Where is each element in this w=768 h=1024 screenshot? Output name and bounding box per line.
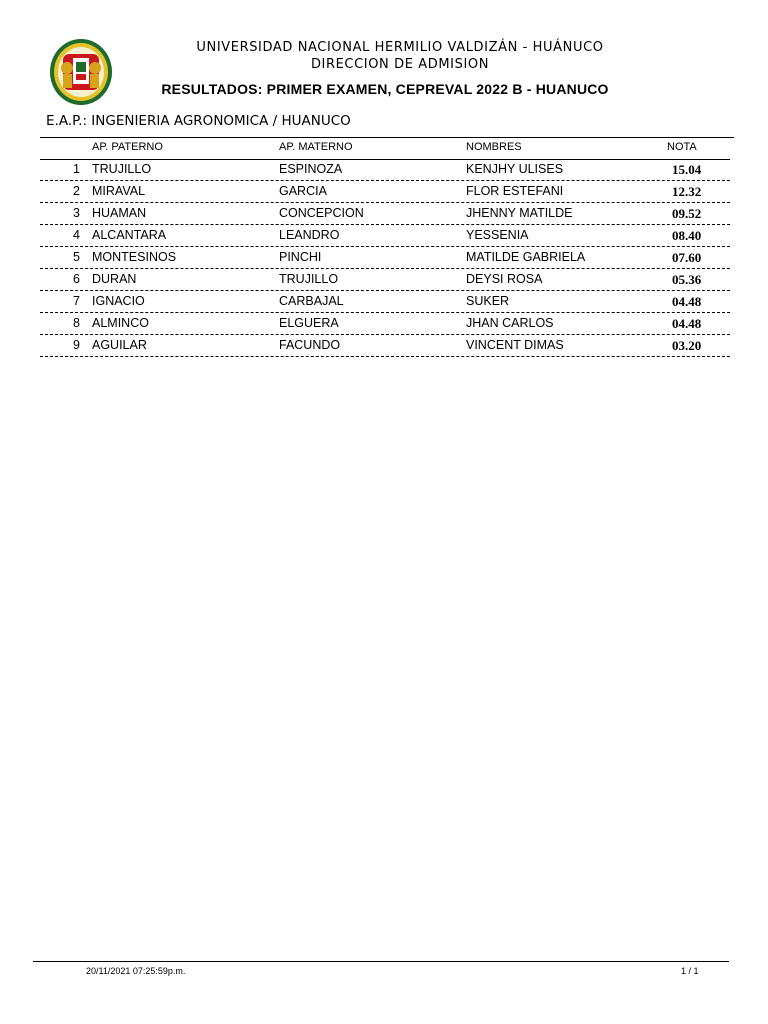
table-top-rule — [40, 137, 734, 138]
table-row — [40, 159, 730, 181]
table-row — [40, 225, 730, 247]
nombres: DEYSI ROSA — [466, 272, 543, 286]
results-title: RESULTADOS: PRIMER EXAMEN, CEPREVAL 2022 B - HUANUCO — [161, 81, 609, 97]
apellido-paterno: ALMINCO — [92, 316, 149, 330]
nota: 09.52 — [672, 206, 702, 221]
nota: 12.32 — [672, 184, 702, 199]
table-row — [40, 269, 730, 291]
apellido-paterno: HUAMAN — [92, 206, 147, 220]
row-number: 2 — [73, 184, 80, 198]
university-name: UNIVERSIDAD NACIONAL HERMILIO VALDIZÁN - HUÁNUCO — [196, 40, 604, 55]
office-name: DIRECCION DE ADMISION — [310, 57, 490, 72]
apellido-paterno: ALCANTARA — [92, 228, 167, 242]
row-number: 8 — [73, 316, 80, 330]
apellido-materno: TRUJILLO — [279, 272, 339, 286]
results-table — [40, 159, 730, 357]
column-header-nombres: NOMBRES — [466, 141, 522, 153]
nombres: MATILDE GABRIELA — [466, 250, 586, 264]
row-number: 6 — [73, 272, 80, 286]
footer-rule — [33, 961, 729, 962]
nota: 03.20 — [672, 338, 702, 353]
table-row — [40, 291, 730, 313]
table-row — [40, 313, 730, 335]
row-number: 7 — [73, 294, 80, 308]
row-number: 3 — [73, 206, 80, 220]
nombres: JHAN CARLOS — [466, 316, 554, 330]
apellido-materno: GARCIA — [279, 184, 327, 198]
nombres: YESSENIA — [466, 228, 529, 242]
nota: 07.60 — [672, 250, 702, 265]
apellido-materno: ESPINOZA — [279, 162, 343, 176]
eap-heading: E.A.P.: INGENIERIA AGRONOMICA / HUANUCO — [46, 113, 351, 129]
footer-datetime: 20/11/2021 07:25:59p.m. — [86, 966, 186, 976]
nota: 15.04 — [672, 162, 702, 177]
apellido-materno: ELGUERA — [279, 316, 339, 330]
column-header-materno: AP. MATERNO — [279, 141, 353, 153]
apellido-materno: FACUNDO — [279, 338, 341, 352]
apellido-materno: CONCEPCION — [279, 206, 364, 220]
apellido-paterno: DURAN — [92, 272, 137, 286]
nota: 04.48 — [672, 316, 702, 331]
column-header-nota: NOTA — [667, 141, 697, 153]
university-seal-icon — [49, 38, 113, 106]
table-row — [40, 247, 730, 269]
apellido-materno: PINCHI — [279, 250, 322, 264]
nombres: SUKER — [466, 294, 510, 308]
table-row — [40, 335, 730, 357]
apellido-paterno: AGUILAR — [92, 338, 147, 352]
apellido-paterno: IGNACIO — [92, 294, 145, 308]
university-seal-logo — [49, 38, 113, 106]
nota: 04.48 — [672, 294, 702, 309]
row-number: 1 — [73, 162, 80, 176]
row-number: 5 — [73, 250, 80, 264]
nombres: KENJHY ULISES — [466, 162, 564, 176]
apellido-materno: CARBAJAL — [279, 294, 344, 308]
row-number: 9 — [73, 338, 80, 352]
column-header-paterno: AP. PATERNO — [92, 141, 163, 153]
nombres: FLOR ESTEFANI — [466, 184, 564, 198]
apellido-paterno: MONTESINOS — [92, 250, 177, 264]
nombres: VINCENT DIMAS — [466, 338, 564, 352]
row-number: 4 — [73, 228, 80, 242]
apellido-materno: LEANDRO — [279, 228, 340, 242]
footer-page-number: 1 / 1 — [681, 966, 699, 976]
apellido-paterno: TRUJILLO — [92, 162, 152, 176]
nota: 08.40 — [672, 228, 702, 243]
nombres: JHENNY MATILDE — [466, 206, 573, 220]
nota: 05.36 — [672, 272, 702, 287]
table-row — [40, 181, 730, 203]
apellido-paterno: MIRAVAL — [92, 184, 146, 198]
table-row — [40, 203, 730, 225]
